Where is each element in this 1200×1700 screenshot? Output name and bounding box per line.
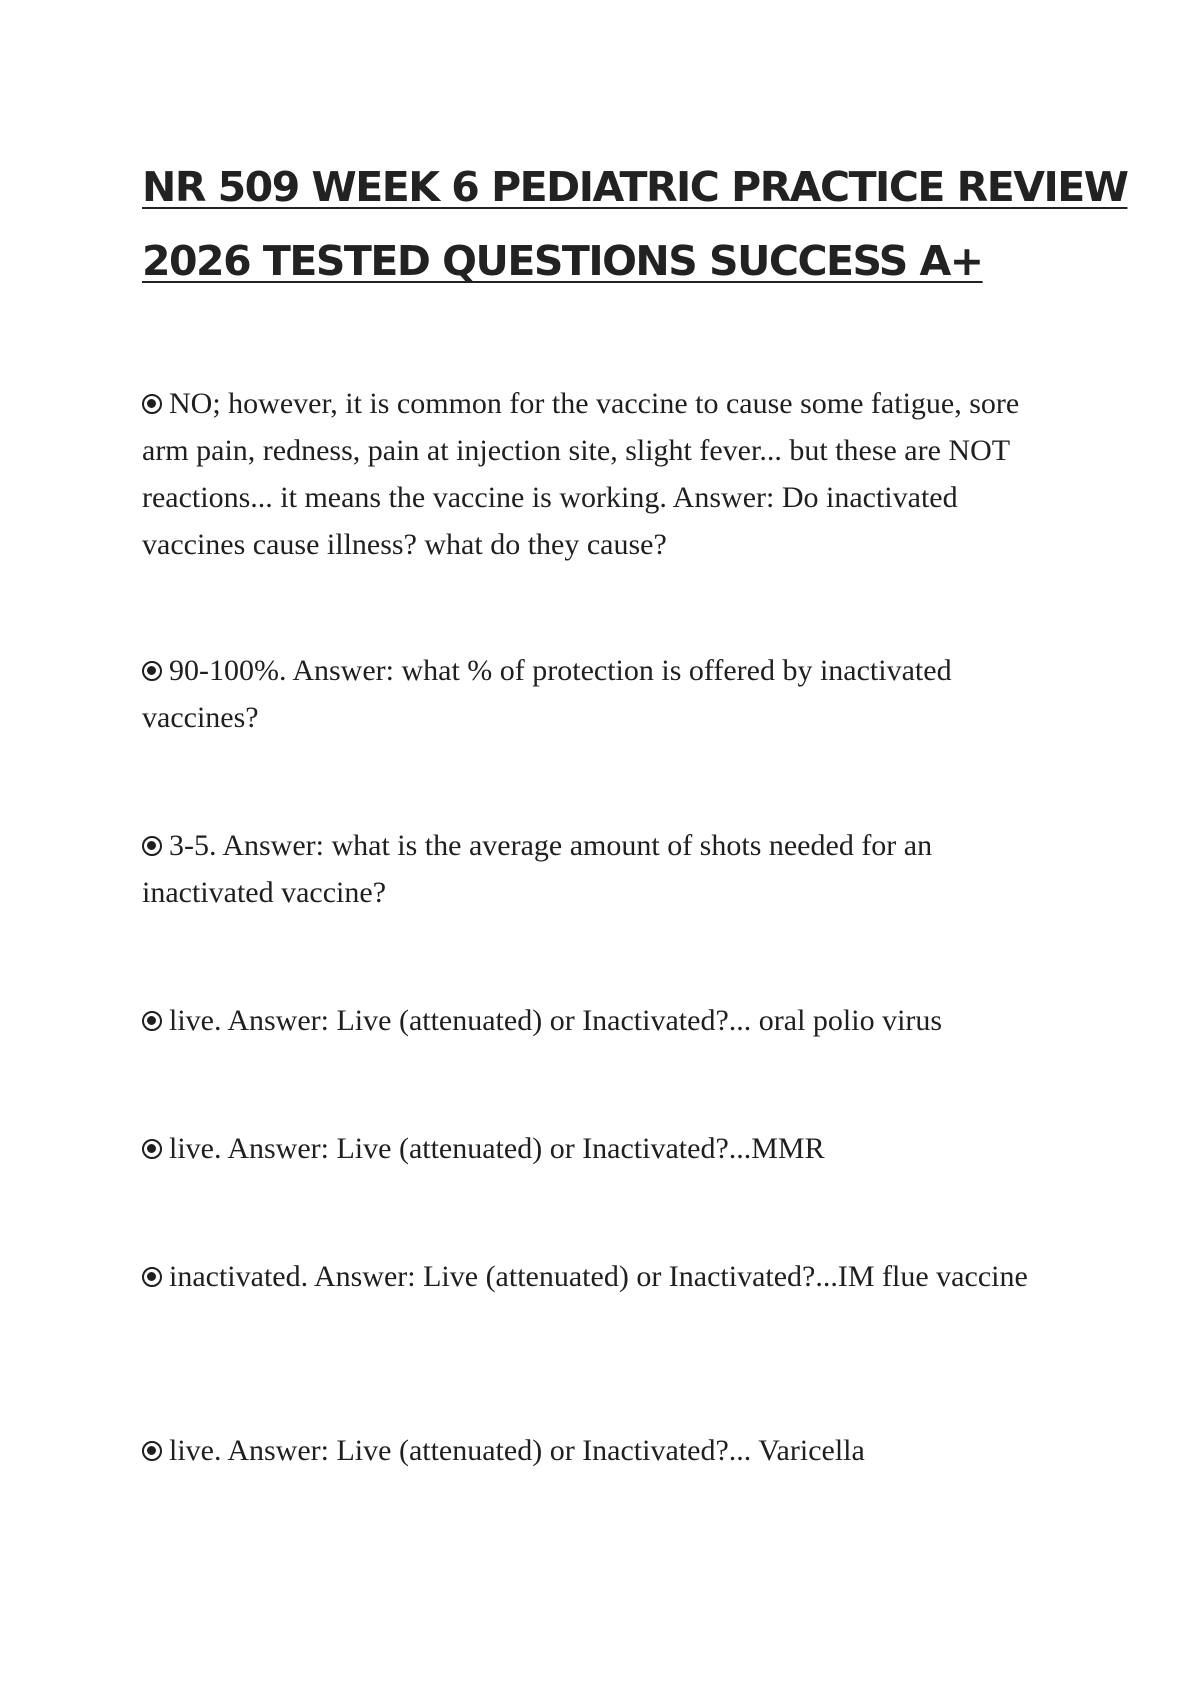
question-entry xyxy=(142,647,1062,741)
question-entry xyxy=(142,822,1062,916)
radio-bullet-icon xyxy=(142,1011,162,1031)
page-title xyxy=(142,150,1128,298)
entry-text: live. Answer: Live (attenuated) or Inactivated?... Varicella xyxy=(169,1434,865,1467)
question-entry xyxy=(142,380,1062,568)
entry-text: inactivated. Answer: Live (attenuated) or Inactivated?...IM flue vaccine xyxy=(169,1260,1028,1293)
radio-bullet-icon xyxy=(142,394,162,414)
title-line-1: NR 509 WEEK 6 PEDIATRIC PRACTICE REVIEW xyxy=(142,163,1128,211)
radio-bullet-icon xyxy=(142,661,162,681)
question-entry xyxy=(142,997,1062,1044)
radio-bullet-icon xyxy=(142,1139,162,1159)
title-line-2: 2026 TESTED QUESTIONS SUCCESS A+ xyxy=(142,237,983,285)
question-entry xyxy=(142,1125,1062,1172)
question-entry xyxy=(142,1253,1062,1300)
radio-bullet-icon xyxy=(142,836,162,856)
entry-text: live. Answer: Live (attenuated) or Inactivated?... oral polio virus xyxy=(169,1004,943,1037)
entry-text: 90-100%. Answer: what % of protection is offered by inactivated vaccines? xyxy=(142,654,952,734)
question-entry xyxy=(142,1427,1062,1474)
entry-text: 3-5. Answer: what is the average amount of shots needed for an inactivated vaccine? xyxy=(142,829,933,909)
radio-bullet-icon xyxy=(142,1441,162,1461)
radio-bullet-icon xyxy=(142,1267,162,1287)
entry-text: NO; however, it is common for the vaccine to cause some fatigue, sore arm pain, redness, pain at injection site, slight fever... but these are NOT reactions... it means the vaccine is working. Answer: Do inactivated vaccines cause illness? what do they cause? xyxy=(142,387,1020,561)
entry-text: live. Answer: Live (attenuated) or Inactivated?...MMR xyxy=(169,1132,825,1165)
